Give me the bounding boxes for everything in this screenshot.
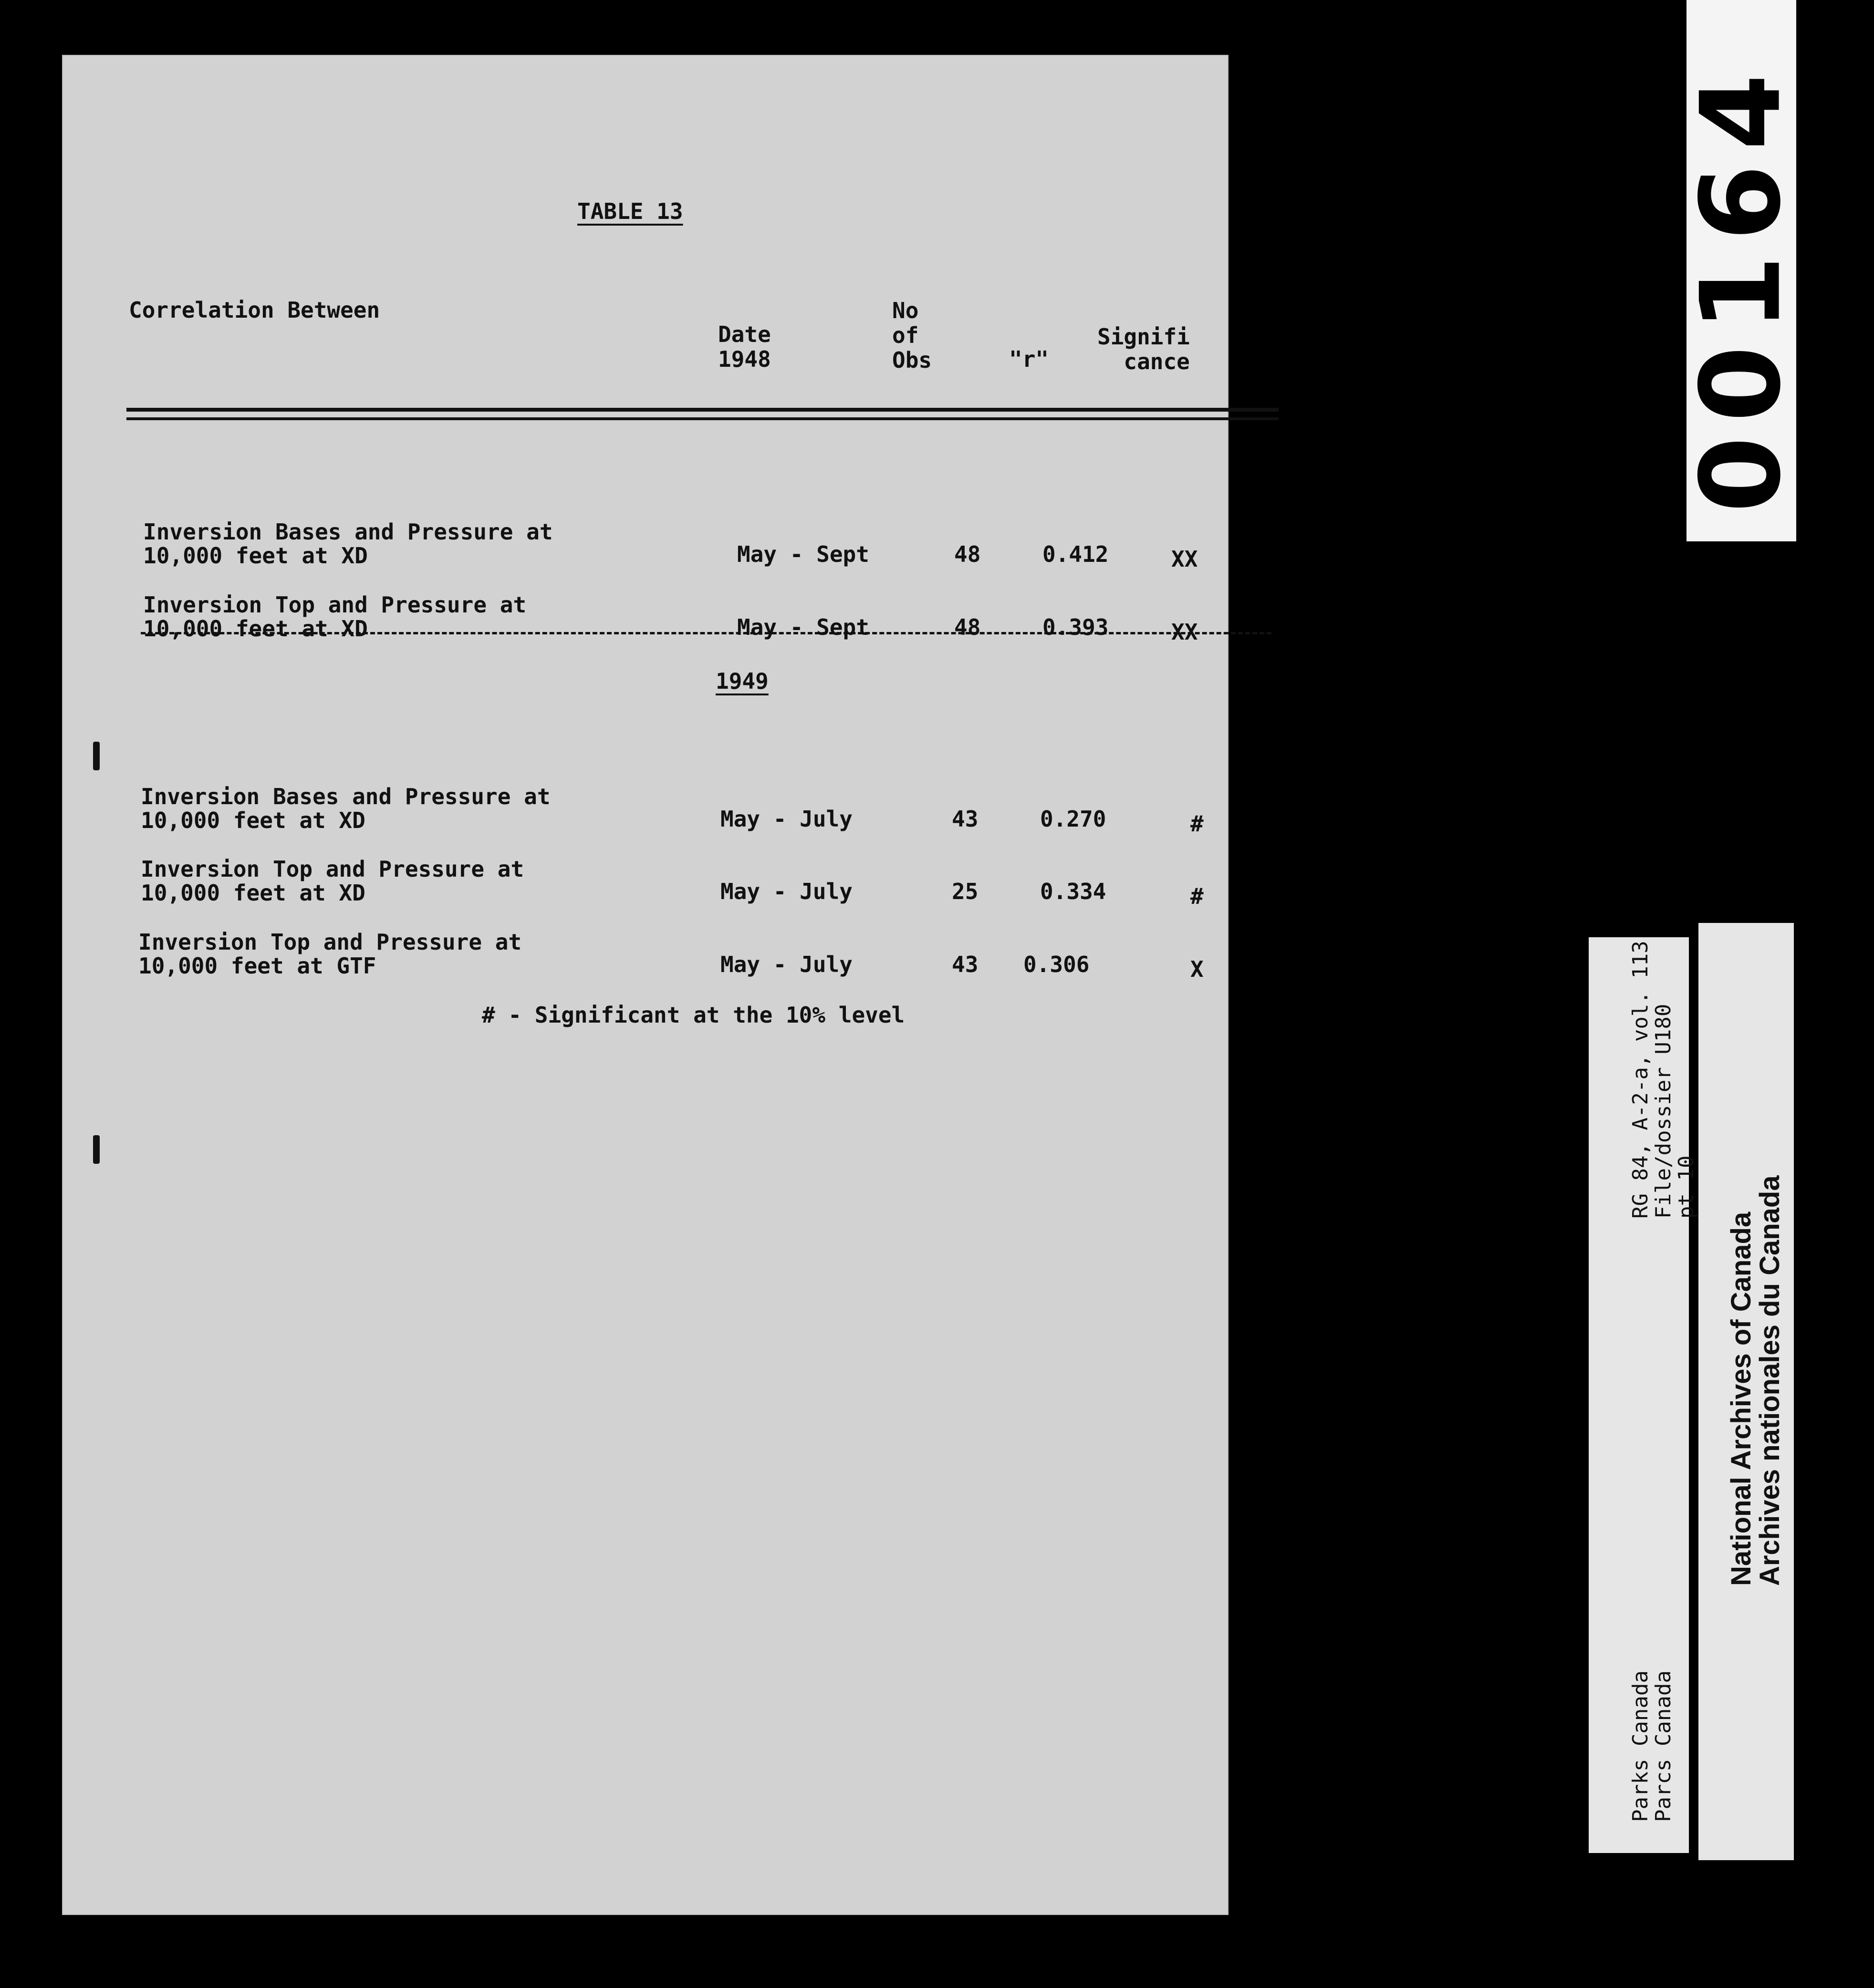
row-obs: 43 bbox=[952, 806, 979, 832]
binder-hole-mark bbox=[93, 1135, 100, 1164]
header-rule-bottom bbox=[126, 417, 1279, 420]
section-divider bbox=[141, 632, 1271, 634]
row-significance: XX bbox=[1171, 546, 1198, 572]
table-row bbox=[141, 785, 1307, 842]
row-r: 0.334 bbox=[1040, 879, 1106, 904]
row-obs: 48 bbox=[954, 614, 981, 640]
source-line-2: Parcs Canada bbox=[1651, 1670, 1676, 1822]
table-row bbox=[143, 593, 1310, 650]
footnote: # - Significant at the 10% level bbox=[482, 1002, 905, 1028]
institution-line-1: National Archives of Canada bbox=[1726, 1211, 1757, 1586]
row-significance: # bbox=[1190, 811, 1204, 837]
row-date: May - July bbox=[720, 879, 853, 904]
row-obs: 25 bbox=[952, 879, 979, 904]
row-significance: X bbox=[1190, 956, 1204, 982]
row-description: Inversion Bases and Pressure at 10,000 feet at XD bbox=[141, 784, 551, 833]
frame-number: 00164 bbox=[1677, 59, 1805, 513]
document-page bbox=[62, 55, 1229, 1915]
row-obs: 48 bbox=[954, 541, 981, 567]
table-row bbox=[141, 857, 1307, 914]
reference-line-3: pt 10 bbox=[1674, 1155, 1698, 1219]
header-significance: Signifi cance bbox=[1097, 324, 1190, 374]
row-r: 0.306 bbox=[1023, 952, 1090, 977]
table-row bbox=[143, 520, 1310, 577]
row-r: 0.393 bbox=[1042, 614, 1109, 640]
header-rule-top bbox=[126, 408, 1279, 412]
header-r: "r" bbox=[1009, 346, 1049, 372]
row-date: May - Sept bbox=[737, 614, 869, 640]
reference-line-1: RG 84, A-2-a, vol. 113 bbox=[1628, 941, 1653, 1219]
row-date: May - July bbox=[720, 806, 853, 832]
row-obs: 43 bbox=[952, 952, 979, 977]
row-date: May - July bbox=[720, 952, 853, 977]
row-description: Inversion Top and Pressure at 10,000 feet at XD bbox=[143, 592, 527, 642]
reference-line-2: File/dossier U180 bbox=[1651, 1004, 1676, 1219]
section-year-1949: 1949 bbox=[716, 668, 769, 694]
row-description: Inversion Top and Pressure at 10,000 feet at XD bbox=[141, 856, 524, 906]
row-r: 0.412 bbox=[1042, 541, 1109, 567]
frame-number-stamp bbox=[1677, 0, 1805, 541]
header-correlation: Correlation Between bbox=[129, 297, 380, 323]
row-significance: XX bbox=[1171, 619, 1198, 645]
row-significance: # bbox=[1190, 883, 1204, 909]
header-obs: No of Obs bbox=[892, 298, 932, 373]
archive-reference-label bbox=[1589, 937, 1698, 1853]
table-title: TABLE 13 bbox=[577, 198, 683, 224]
header-date: Date 1948 bbox=[718, 321, 771, 372]
binder-hole-mark bbox=[93, 742, 100, 770]
row-date: May - Sept bbox=[737, 541, 869, 567]
row-r: 0.270 bbox=[1040, 806, 1106, 832]
table-row bbox=[138, 930, 1305, 987]
institution-line-2: Archives nationales du Canada bbox=[1754, 1175, 1785, 1586]
archive-institution-label bbox=[1698, 923, 1794, 1860]
row-description: Inversion Top and Pressure at 10,000 feet at GTF bbox=[138, 929, 522, 979]
row-description: Inversion Bases and Pressure at 10,000 feet at XD bbox=[143, 519, 553, 569]
source-line-1: Parks Canada bbox=[1628, 1670, 1653, 1822]
